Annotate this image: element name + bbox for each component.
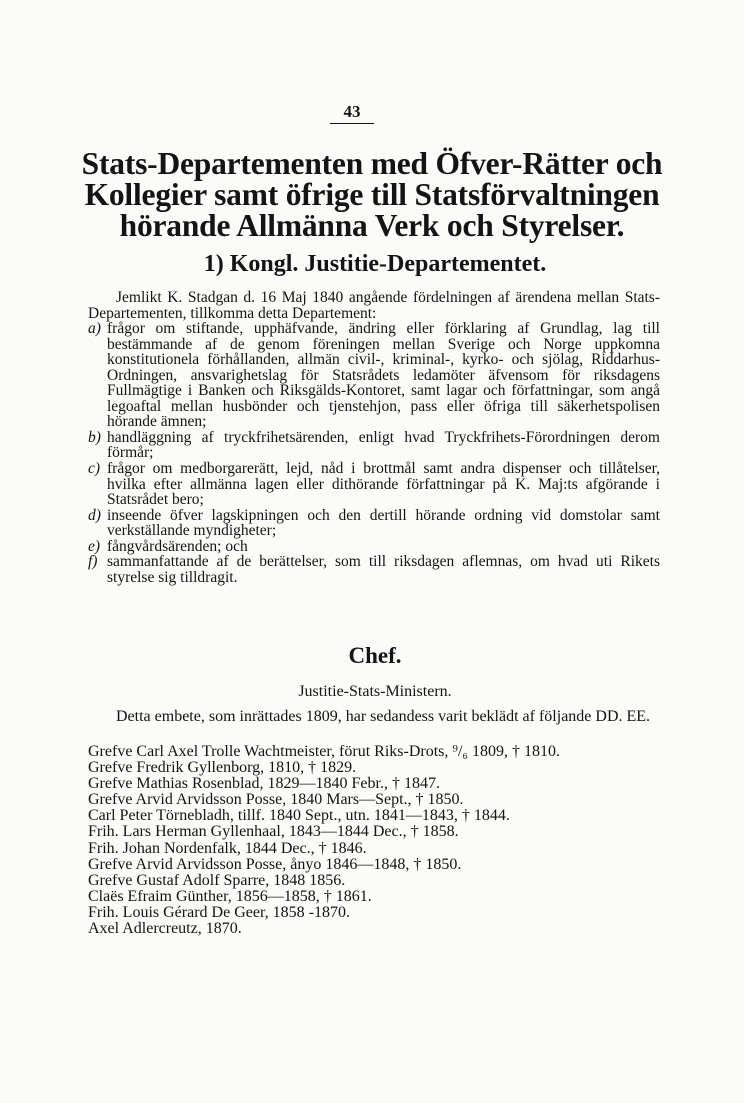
page-number: 43 — [330, 102, 374, 124]
list-item-f — [88, 554, 660, 585]
list-item-e — [88, 539, 660, 555]
list-item-b — [88, 430, 660, 461]
item-text: sammanfattande af de berättelser, som till riksdagen aflemnas, om hvad uti Rikets styrelse sig tilldragit. — [107, 553, 660, 586]
item-text: frågor om medborgarerätt, lejd, nåd i brottmål samt andra dispenser och tillåtelser, hvilka efter allmänna lagen eller dithörande författningar på K. Maj:ts afgörande i Statsrådet bero; — [107, 460, 660, 509]
list-item: Frih. Johan Nordenfalk, 1844 Dec., † 1846. — [88, 839, 367, 857]
list-item: Frih. Louis Gérard De Geer, 1858 -1870. — [88, 903, 350, 921]
list-item: Grefve Carl Axel Trolle Wachtmeister, förut Riks-Drots, ⁹/₆ 1809, † 1810. — [88, 743, 560, 760]
item-text: handläggning af tryckfrihetsärenden, enligt hvad Tryckfrihets-Förordningen derom förmår; — [107, 428, 660, 462]
list-item: Axel Adlercreutz, 1870. — [88, 920, 242, 938]
item-marker: f) — [88, 553, 98, 571]
chef-title: Justitie-Stats-Ministern. — [298, 683, 452, 700]
list-item: Grefve Fredrik Gyllenborg, 1810, † 1829. — [88, 759, 357, 777]
page-title — [70, 148, 674, 241]
item-text: fångvårdsärenden; och — [107, 537, 248, 555]
item-marker: b) — [88, 428, 101, 446]
item-marker: d) — [88, 506, 101, 524]
item-marker: e) — [88, 537, 101, 555]
office-intro: Detta embete, som inrättades 1809, har sedandess varit beklädt af följande DD. EE. — [116, 708, 651, 725]
list-item: Carl Peter Törnebladh, tillf. 1840 Sept., utn. 1841—1843, † 1844. — [88, 807, 510, 825]
list-item: Grefve Arvid Arvidsson Posse, 1840 Mars—Sept., † 1850. — [88, 791, 464, 809]
list-item: Grefve Gustaf Adolf Sparre, 1848 1856. — [88, 871, 346, 889]
title-line-3: hörande Allmänna Verk och Styrelser. — [119, 208, 625, 243]
office-holder-list — [88, 744, 660, 937]
list-item: Claës Efraim Günther, 1856—1858, † 1861. — [88, 887, 372, 905]
title-line-2: Kollegier samt öfrige till Statsförvaltningen — [84, 177, 660, 212]
title-line-1: Stats-Departementen med Öfver-Rätter och — [81, 146, 663, 181]
item-marker: c) — [88, 460, 101, 478]
list-item: Frih. Lars Herman Gyllenhaal, 1843—1844 Dec., † 1858. — [88, 823, 459, 841]
department-heading: 1) Kongl. Justitie-Departementet. — [203, 251, 547, 277]
intro-paragraph: Jemlikt K. Stadgan d. 16 Maj 1840 angående fördelningen af ärendena mellan Stats-Departementen, tillkomma detta Departement: — [88, 289, 660, 322]
list-item-c — [88, 461, 660, 508]
list-item-d — [88, 508, 660, 539]
list-item-a — [88, 321, 660, 430]
list-item: Grefve Mathias Rosenblad, 1829—1840 Febr., † 1847. — [88, 775, 440, 793]
list-item: Grefve Arvid Arvidsson Posse, ånyo 1846—1848, † 1850. — [88, 855, 462, 873]
item-marker: a) — [88, 320, 101, 338]
body-text — [88, 290, 660, 585]
item-text: inseende öfver lagskipningen och den dertill hörande ordning vid domstolar samt verkställande myndigheter; — [107, 506, 660, 540]
item-text: frågor om stiftande, upphäfvande, ändring eller förklaring af Grundlag, lag till bestämmande af de genom föreningen mellan Sverige och Norge uppkomna konstitutionela förhållanden, allmän civil-, kriminal-, kyrko- och sjölag, Riddarhus-Ordningen, ansvarighetslag för Statsrådets ledamöter äfvensom för riksdagens Fullmägtige i Banken och Riksgälds-Kontoret, samt lagar och författningar, som angå legoaftal mellan husbönder och tjenstehjon, pass eller öfriga till säkerhetspolisen hörande ämnen; — [107, 320, 660, 431]
chef-heading: Chef. — [348, 643, 402, 668]
